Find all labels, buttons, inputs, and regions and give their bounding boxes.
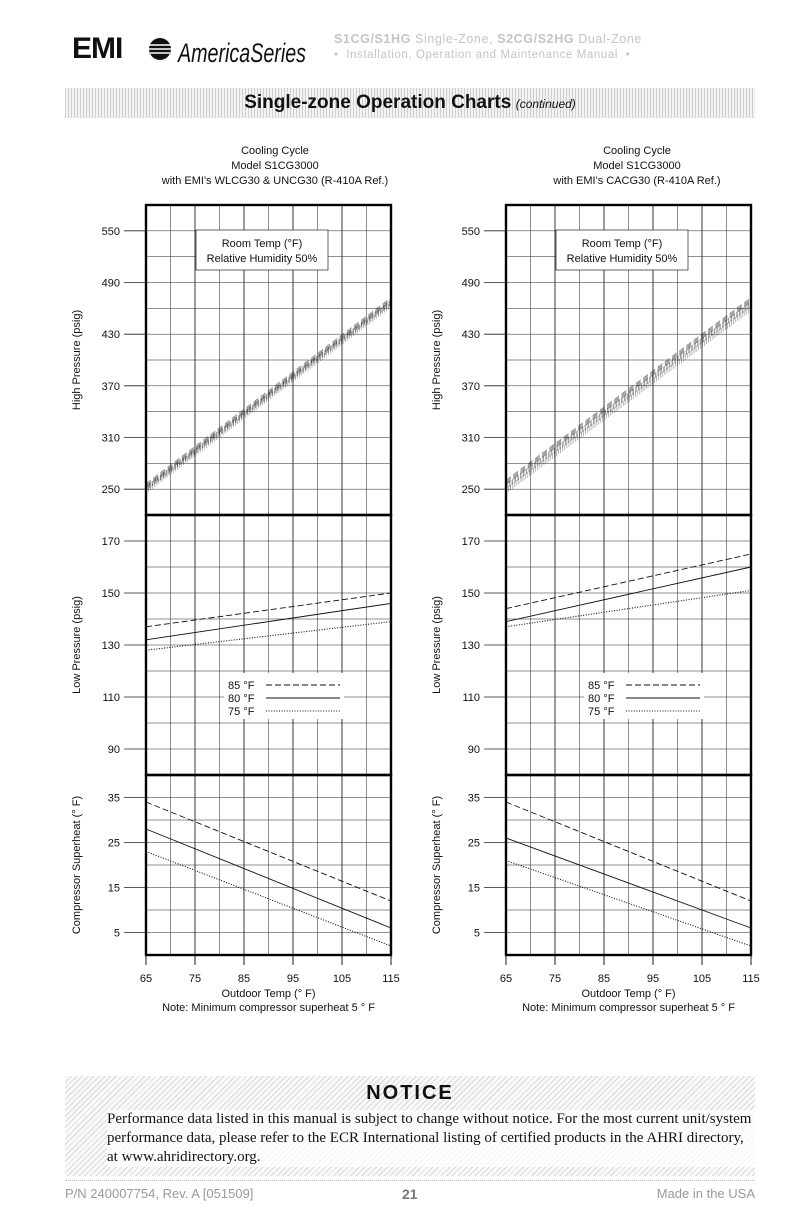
y-tick-label: 250 [101,484,120,497]
x-tick-label: 105 [332,973,352,985]
x-axis-label: Outdoor Temp (° F) [221,988,316,1000]
notice-title: NOTICE [366,1082,454,1104]
y-tick-label: 130 [461,640,480,652]
section-title: Single-zone Operation Charts [244,92,512,113]
series-legend-label: 75 °F [228,706,255,718]
y-tick-label: 150 [461,588,480,600]
footer-origin: Made in the USA [656,1186,755,1201]
y-axis-label: Compressor Superheat (° F) [71,795,83,935]
y-tick-label: 5 [113,927,120,940]
y-tick-label: 110 [102,692,120,704]
y-tick-label: 25 [107,837,120,850]
y-axis-label: Low Pressure (psig) [431,596,443,694]
y-tick-label: 550 [101,225,120,238]
chart-note: Note: Minimum compressor superheat 5 ° F [162,1002,375,1014]
y-axis-label: Compressor Superheat (° F) [431,795,443,935]
header-dual-zone: Dual-Zone [578,32,642,46]
x-tick-label: 105 [692,973,712,985]
x-tick-label: 115 [742,973,760,985]
y-tick-label: 550 [461,225,480,238]
y-axis-label: Low Pressure (psig) [71,596,83,694]
y-tick-label: 90 [467,744,480,756]
x-tick-label: 75 [548,973,562,985]
series-legend-label: 85 °F [228,680,255,692]
room-temp-legend-line1: Room Temp (°F) [581,238,663,250]
x-tick-label: 85 [597,973,611,985]
y-tick-label: 490 [101,277,120,290]
x-tick-label: 95 [286,973,300,985]
x-tick-label: 75 [188,973,202,985]
chart-1-title-line1: Cooling Cycle [241,145,309,157]
y-tick-label: 170 [461,536,480,548]
chart-2-title-line1: Cooling Cycle [603,145,671,157]
y-tick-label: 150 [101,588,120,600]
chart-2-title [502,144,772,189]
chart-note: Note: Minimum compressor superheat 5 ° F [522,1002,735,1014]
y-tick-label: 430 [101,329,120,342]
y-tick-label: 35 [467,792,480,805]
chart-1-operation-curves [60,195,400,1035]
y-tick-label: 15 [107,882,120,895]
chart-2-operation-curves [420,195,760,1035]
chart-1-title [140,144,410,189]
y-tick-label: 170 [101,536,120,548]
y-tick-label: 90 [107,744,120,756]
y-tick-label: 250 [461,484,480,497]
x-tick-label: 115 [382,973,400,985]
y-tick-label: 15 [467,882,480,895]
chart-2-title-line3: with EMI's CACG30 (R-410A Ref.) [553,175,721,187]
logo-series-text: AmericaSeries [176,38,306,68]
series-legend-label: 85 °F [588,680,615,692]
footer-divider [65,1180,755,1181]
footer-part-number: P/N 240007754, Rev. A [051509] [65,1186,254,1201]
logo-emi-text: EMI [72,32,123,65]
y-tick-label: 25 [467,837,480,850]
header-models-dual: S2CG/S2HG [497,32,575,46]
y-tick-label: 370 [101,380,120,393]
room-temp-legend-line1: Room Temp (°F) [221,238,303,250]
chart-1-title-line2: Model S1CG3000 [231,160,319,172]
x-tick-label: 65 [499,973,513,985]
y-tick-label: 430 [461,329,480,342]
y-tick-label: 490 [461,277,480,290]
series-legend-label: 80 °F [588,693,615,705]
x-tick-label: 95 [646,973,660,985]
y-tick-label: 5 [473,927,480,940]
section-banner [65,88,755,118]
y-axis-label: High Pressure (psig) [431,309,443,411]
y-tick-label: 370 [461,380,480,393]
y-tick-label: 110 [462,692,480,704]
globe-icon [149,38,171,60]
y-tick-label: 35 [107,792,120,805]
section-continued: (continued) [515,97,576,111]
room-temp-legend-line2: Relative Humidity 50% [206,253,318,265]
footer-page-number: 21 [402,1186,418,1202]
header-manual-title: Installation, Operation and Maintenance Manual [346,49,619,61]
x-tick-label: 85 [237,973,251,985]
room-temp-legend-line2: Relative Humidity 50% [566,253,678,265]
x-tick-label: 65 [139,973,153,985]
header-models-single: S1CG/S1HG [334,32,411,46]
chart-1-title-line3: with EMI's WLCG30 & UNCG30 (R-410A Ref.) [161,175,389,187]
y-tick-label: 310 [101,432,120,445]
series-legend-label: 75 °F [588,706,615,718]
y-tick-label: 130 [101,640,120,652]
x-axis-label: Outdoor Temp (° F) [581,988,676,1000]
header-single-zone: Single-Zone, [415,32,494,46]
notice-box [65,1076,755,1176]
series-legend-label: 80 °F [228,693,255,705]
header-subtitle: S1CG/S1HG Single-Zone, S2CG/S2HG Dual-Zone • Installation, Operation and Maintenance Manual • [334,32,642,61]
chart-2-title-line2: Model S1CG3000 [593,160,681,172]
notice-text: Performance data listed in this manual is subject to change without notice. For the most current unit/system performance data, please refer to the ECR International listing of certified products in the AHRI directory, at www.ahridirectory.org. [107,1110,757,1167]
emi-america-series-logo [72,30,312,70]
y-tick-label: 310 [461,432,480,445]
y-axis-label: High Pressure (psig) [71,309,83,411]
